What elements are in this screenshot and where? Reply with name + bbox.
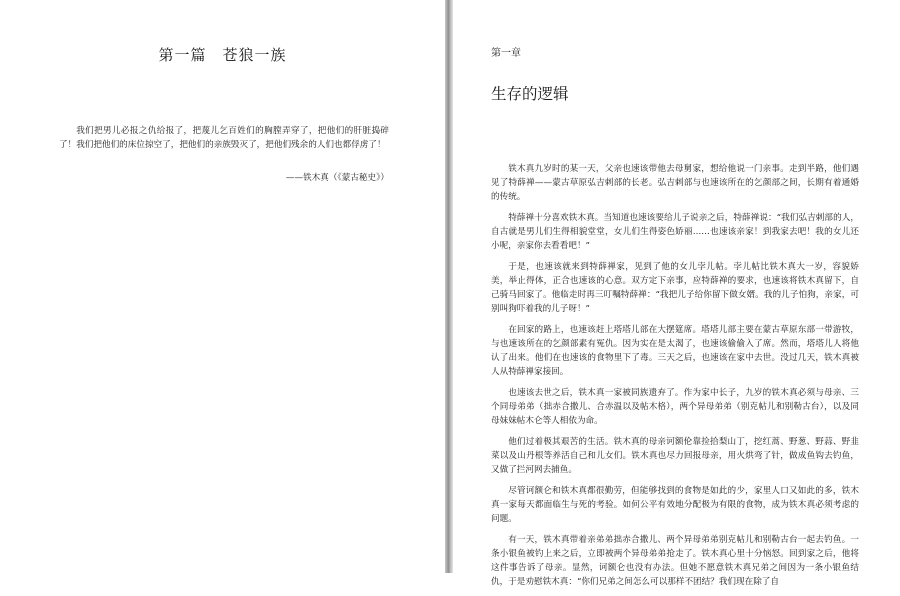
page-divider: [445, 0, 453, 573]
paragraph: 铁木真九岁时的某一天，父亲也速该带他去母舅家，想给他说一门亲事。走到半路，他们遇见了特薛禅——蒙古草原弘吉剌部的长老。弘吉剌部与也速该所在的乞颜部之间，长期有着通婚的传统。: [491, 164, 859, 202]
part-title: 第一篇 苍狼一族: [158, 46, 287, 64]
paragraph: 他们过着极其艰苦的生活。铁木真的母亲诃额伦靠捡拾梨山丁，挖红蒿、野葱、野蒜、野韭菜以及山丹根等养活自己和儿女们。铁木真也尽力回报母亲，用火烘弯了针，做成鱼钩去钓鱼，又做了拦河网去捕鱼。: [491, 437, 859, 475]
paragraph: 尽管诃额仑和铁木真都很勤劳，但能够找到的食物是如此的少，家里人口又如此的多，铁木真一家每天都面临生与死的考验。如何公平有效地分配极为有限的食物，成为铁木真必须考虑的问题。: [491, 486, 859, 524]
left-page: [0, 0, 445, 573]
chapter-label: 第一章: [491, 48, 521, 59]
epigraph-source: ——铁木真（《蒙古秘史》）: [285, 173, 389, 183]
right-page: [453, 0, 900, 587]
epigraph: 我们把男儿必报之仇给报了，把蔑儿乞百姓们的胸膛弄穿了，把他们的肝脏捣碎了！我们把他们的床位掠空了，把他们的亲族毁灭了，把他们残余的人们也都俘虏了！: [59, 126, 389, 150]
chapter-body: [491, 162, 859, 596]
paragraph: 于是，也速该就来到特薛禅家，见到了他的女儿孛儿帖。孛儿帖比铁木真大一岁，容貌娇美，举止得体，正合也速该的心意。双方定下亲事，应特薛禅的要求，也速该将铁木真留下，自己骑马回家了。他临走时再三叮嘱特薛禅：“我把儿子给你留下做女婿。我的儿子怕狗，亲家，可别叫狗吓着我的儿子呀！”: [491, 262, 859, 314]
chapter-title: 生存的逻辑: [491, 85, 569, 103]
paragraph: 也速该去世之后，铁木真一家被同族遗弃了。作为家中长子，九岁的铁木真必须与母亲、三个同母弟弟（拙赤合撒儿、合赤温以及帖木格），两个异母弟弟（别克帖儿和别勒古台），以及同母妹妹帖木仑等人相依为命。: [491, 388, 859, 426]
paragraph: 在回家的路上，也速该赶上塔塔儿部在大摆筵席。塔塔儿部主要在蒙古草原东部一带游牧，与也速该所在的乞颜部素有冤仇。因为实在是太渴了，也速该偷偷入了席。然而，塔塔儿人将他认了出来。他们在也速该的食物里下了毒。三天之后，也速该在家中去世。没过几天，铁木真被人从特薛禅家接回。: [491, 325, 859, 377]
paragraph: 特薛禅十分喜欢铁木真。当知道也速该要给儿子说亲之后，特薛禅说：“我们弘吉剌部的人，自古就是男儿们生得相貌堂堂，女儿们生得姿色娇丽……也速该亲家！到我家去吧！我的女儿还小呢，亲家你去看看吧！”: [491, 213, 859, 251]
paragraph: 有一天，铁木真带着亲弟弟拙赤合撒儿、两个异母弟弟别克帖儿和别勒古台一起去钓鱼。一条小银鱼被钓上来之后，立即被两个异母弟弟抢走了。铁木真心里十分恼怒。回到家之后，他将这件事告诉了母亲。显然，诃额仑也没有办法。但她不愿意铁木真兄弟之间因为一条小银鱼结仇，于是劝慰铁木真：“你们兄弟之间怎么可以那样不团结？我们现在除了自: [491, 535, 859, 587]
